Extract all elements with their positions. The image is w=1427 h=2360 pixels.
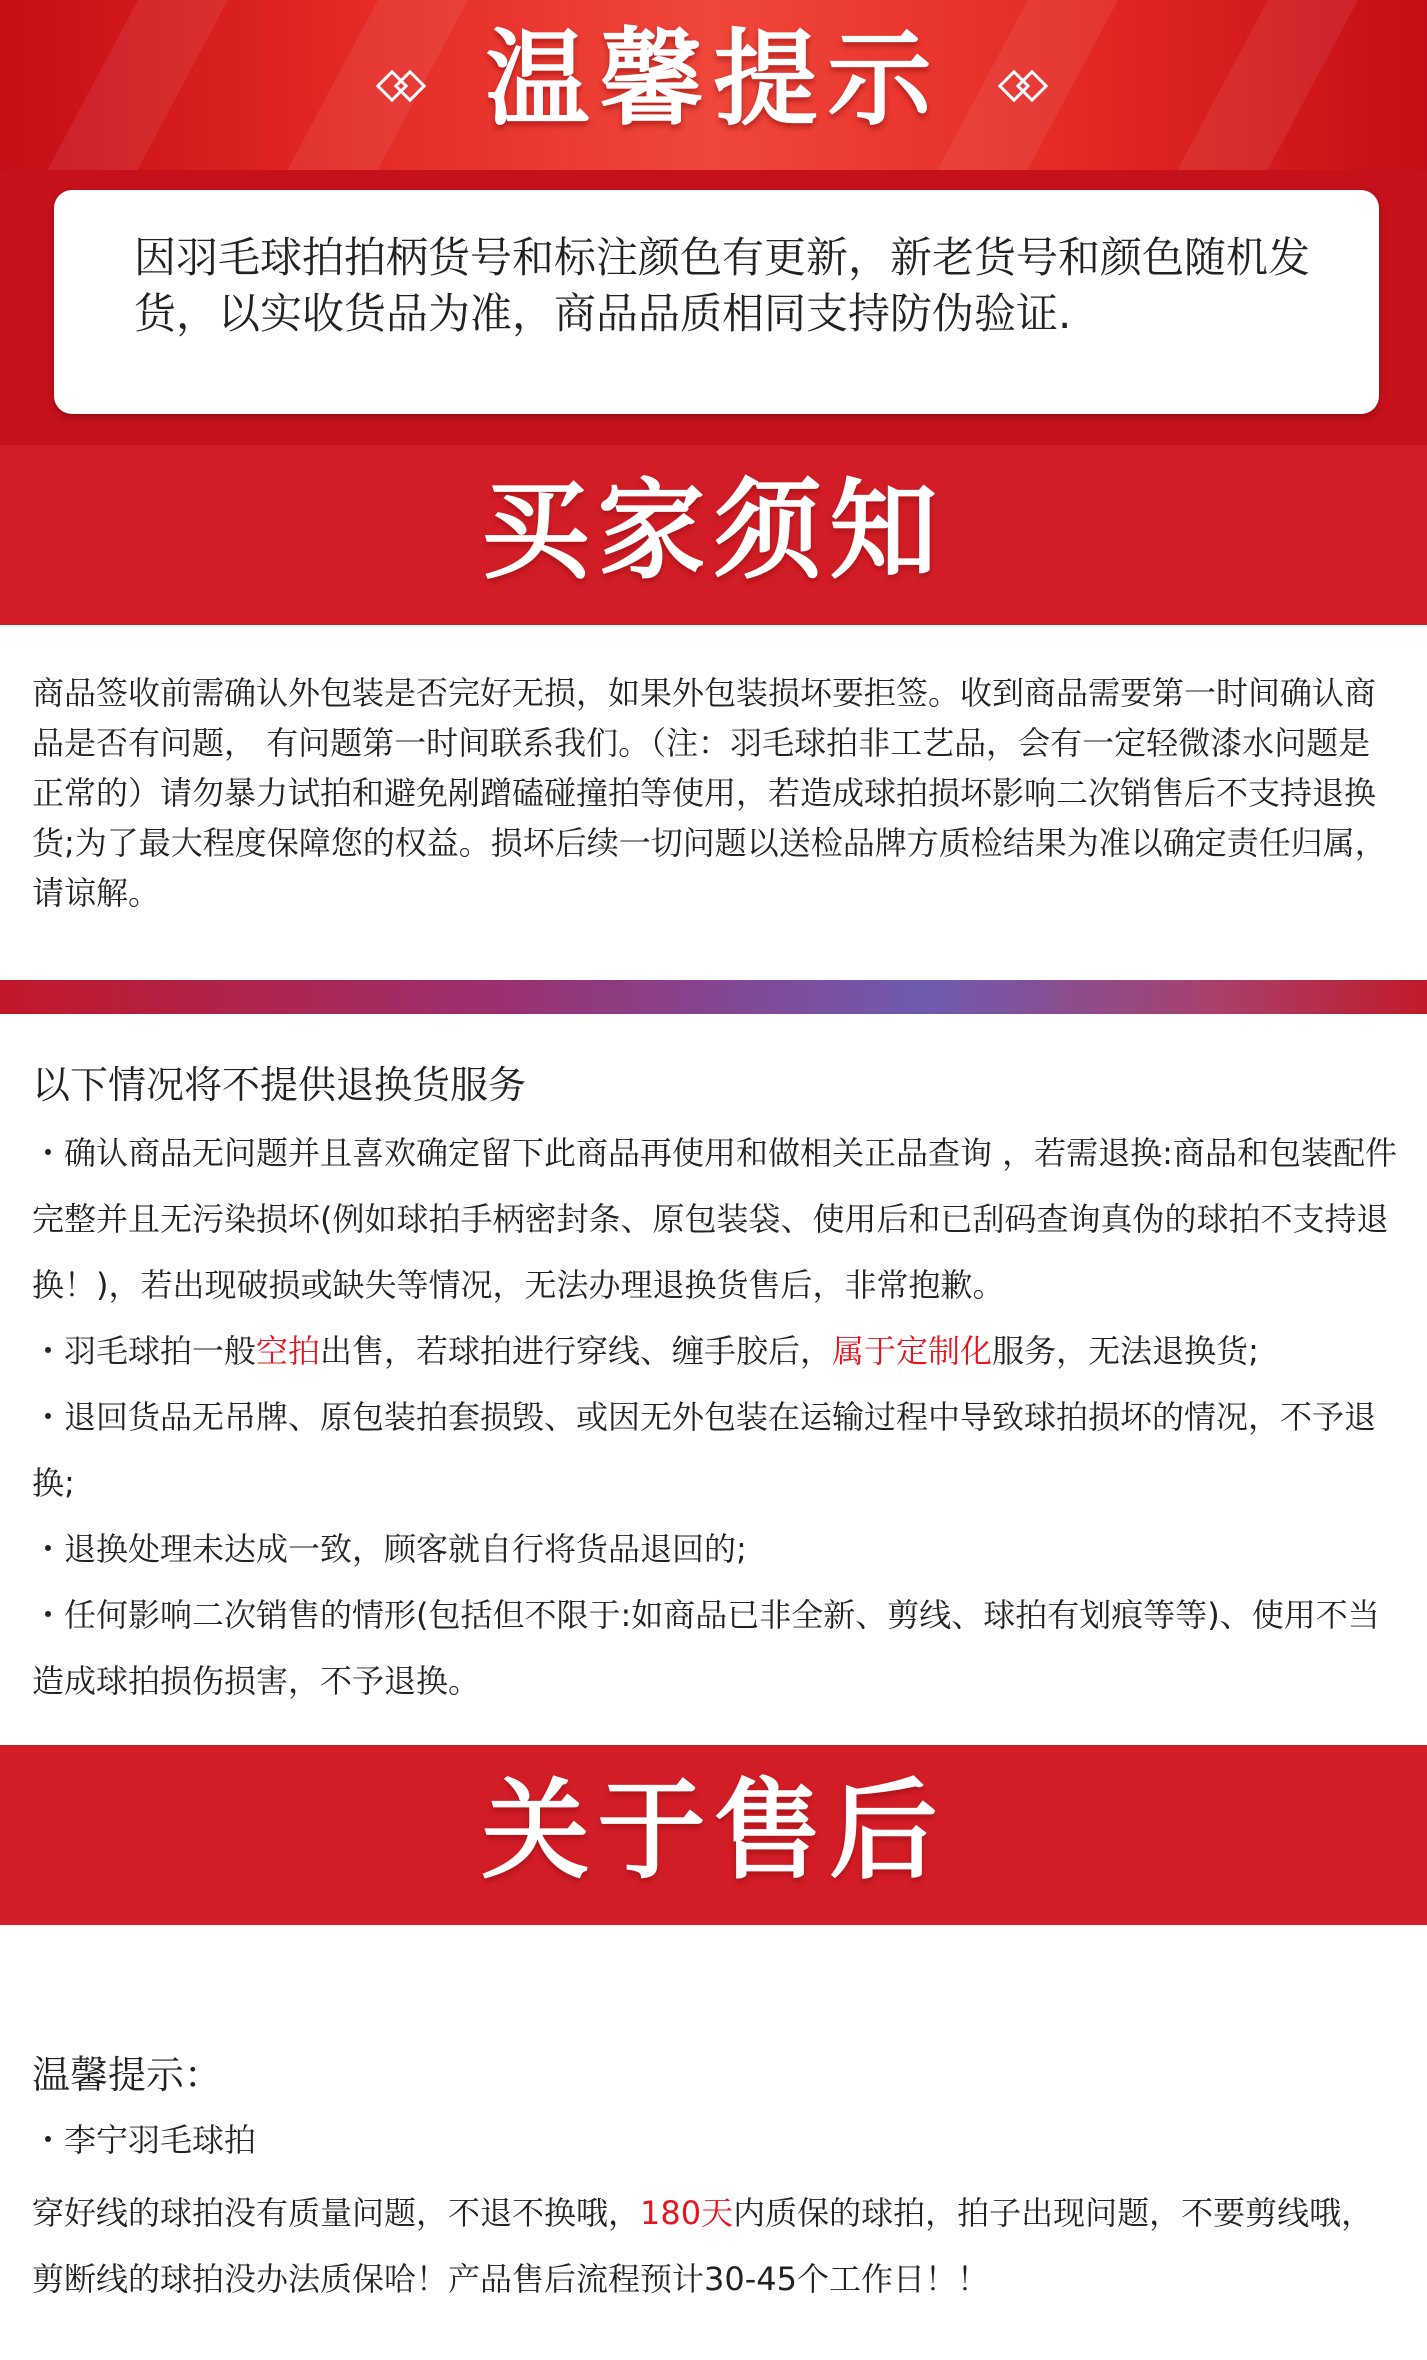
section-divider: [0, 980, 1427, 1014]
no-return-list: [32, 1120, 1397, 1714]
list-item: ・确认商品无问题并且喜欢确定留下此商品再使用和做相关正品查询 ，若需退换:商品和包装配件完整并且无污染损坏(例如球拍手柄密封条、原包装袋、使用后和已刮码查询真伪的球拍不支持退换！)，若出现破损或缺失等情况，无法办理退换货售后，非常抱歉。: [32, 1134, 1397, 1304]
highlight-text: 180天: [640, 2194, 734, 2232]
notice-card: [54, 190, 1379, 414]
no-return-title: 以下情况将不提供退换货服务: [32, 1063, 527, 1107]
after-sales-paragraph: [32, 2180, 1397, 2312]
after-sales-header: [0, 1745, 1427, 1925]
list-item: [32, 1318, 1397, 1384]
after-sales-tip-title: 温馨提示：: [32, 2053, 223, 2097]
brand-line: ・李宁羽毛球拍: [32, 2121, 257, 2159]
buyer-notice-title: 买家须知: [481, 469, 946, 594]
item-text: 服务，无法退换货;: [992, 1332, 1259, 1370]
after-sales-title: 关于售后: [481, 1769, 946, 1894]
buyer-notice-paragraph: 商品签收前需确认外包装是否完好无损，如果外包装损坏要拒签。收到商品需要第一时间确认商品是否有问题， 有问题第一时间联系我们。（注：羽毛球拍非工艺品，会有一定轻微漆水问题是正常的）请勿暴力试拍和避免剐蹭磕碰撞拍等使用，若造成球拍损坏影响二次销售后不支持退换货;为了最大程度保障您的权益。损坏后续一切问题以送检品牌方质检结果为准以确定责任归属，请谅解。: [32, 674, 1387, 912]
header-banner: [0, 0, 1427, 170]
banner-title: 温馨提示: [485, 18, 942, 140]
notice-text: 因羽毛球拍拍柄货号和标注颜色有更新，新老货号和颜色随机发货，以实收货品为准，商品品质相同支持防伪验证.: [134, 233, 1311, 338]
buyer-notice-header: [0, 445, 1427, 625]
para-text: 内质保的球拍，拍子出现问题，不要剪线哦，剪断线的球拍没办法质保哈！产品售后流程预计30-45个工作日！！: [32, 2194, 1374, 2298]
para-text: 穿好线的球拍没有质量问题，不退不换哦，: [32, 2194, 641, 2232]
item-text: 出售，若球拍进行穿线、缠手胶后，: [320, 1332, 833, 1370]
highlight-text: 属于定制化: [832, 1332, 993, 1370]
list-item: ・任何影响二次销售的情形(包括但不限于:如商品已非全新、剪线、球拍有划痕等等)、使用不当造成球拍损伤损害，不予退换。: [32, 1596, 1380, 1700]
highlight-text: 空拍: [256, 1332, 321, 1370]
item-text: ・羽毛球拍一般: [32, 1332, 257, 1370]
list-item: ・退回货品无吊牌、原包装拍套损毁、或因无外包装在运输过程中导致球拍损坏的情况，不予退换;: [32, 1398, 1377, 1502]
list-item: ・退换处理未达成一致，顾客就自行将货品退回的;: [32, 1530, 747, 1568]
